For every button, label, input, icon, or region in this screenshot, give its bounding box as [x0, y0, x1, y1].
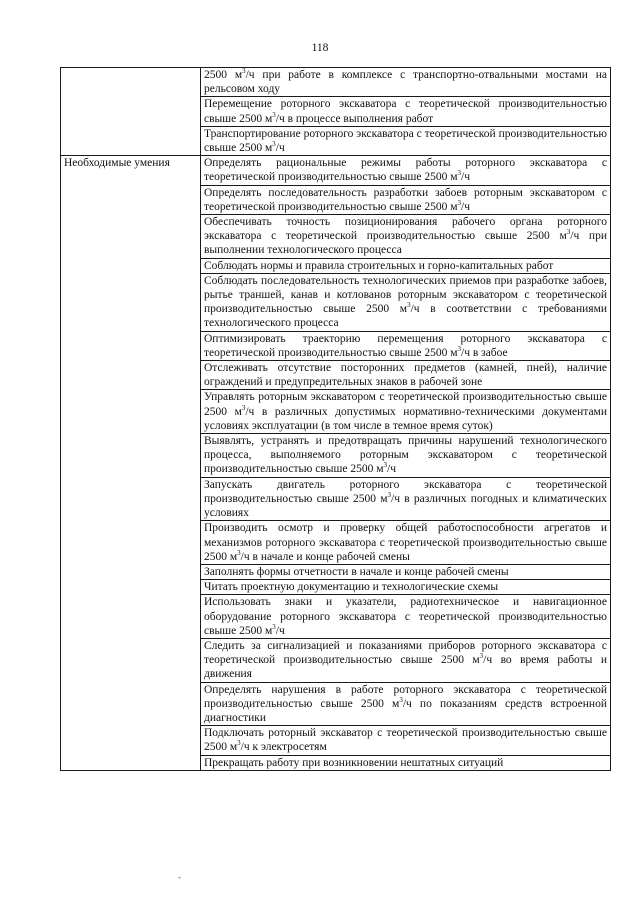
table-row	[61, 68, 611, 97]
item-text: Выявлять, устранять и предотвращать причины нарушений технологического процесса, выполняемого роторным экскаватором с теоретической производительностью свыше 2500 м	[204, 435, 607, 476]
requirement-item	[201, 477, 611, 521]
page-number: 118	[311, 42, 329, 54]
requirement-item	[201, 638, 611, 682]
cubic-superscript: 3	[479, 652, 484, 661]
item-text: Подключать роторный экскаватор с теоретической производительностью свыше 2500 м	[204, 727, 607, 754]
item-text-tail: /ч к электросетям	[240, 741, 327, 754]
item-text: Читать проектную документацию и технологические схемы	[204, 581, 499, 594]
requirement-item	[201, 682, 611, 726]
item-text: Соблюдать нормы и правила строительных и горно-капитальных работ	[204, 259, 554, 272]
requirement-item	[201, 215, 611, 259]
item-text-tail: /ч в начале и конце рабочей смены	[240, 550, 410, 563]
item-text: Оптимизировать траекторию перемещения роторного экскаватора с теоретической производительностью свыше 2500 м	[204, 332, 607, 359]
item-text: Перемещение роторного экскаватора с теоретической производительностью свыше 2500 м	[204, 98, 607, 125]
requirement-item	[201, 126, 611, 155]
item-text: Определять последовательность разработки забоев роторным экскаватором с теоретической производительностью свыше 2500 м	[204, 186, 607, 213]
cubic-superscript: 3	[237, 739, 241, 748]
requirement-item	[201, 595, 611, 639]
competency-table	[60, 67, 611, 771]
cubic-superscript: 3	[237, 548, 241, 557]
requirement-item	[201, 361, 611, 390]
item-text: Заполнять формы отчетности в начале и конце рабочей смены	[204, 565, 509, 578]
item-text: Отслеживать отсутствие посторонних предметов (камней, пней), наличие ограждений и предупредительных знаков в рабочей зоне	[204, 362, 607, 389]
item-text-tail: /ч в соответствии с требованиями технологического процесса	[204, 303, 607, 330]
requirement-item	[201, 68, 611, 97]
item-text: Транспортирование роторного экскаватора с теоретической производительностью свыше 2500 м	[204, 127, 607, 155]
item-text-tail: /ч	[275, 624, 285, 637]
cubic-superscript: 3	[242, 67, 246, 75]
requirement-item	[201, 273, 611, 331]
item-text: Определять нарушения в работе роторного экскаватора с теоретической производительностью свыше 2500 м	[204, 683, 607, 710]
cubic-superscript: 3	[272, 110, 276, 119]
item-text: Обеспечивать точность позиционирования рабочего органа роторного экскаватора с теоретической производительностью свыше 2500 м	[204, 216, 607, 243]
item-text-tail: /ч в забое	[461, 346, 508, 359]
item-text: Следить за сигнализацией и показаниями приборов роторного экскаватора с теоретической производительностью свыше 2500 м	[204, 639, 607, 667]
item-text-tail: /ч	[387, 463, 397, 476]
cubic-superscript: 3	[272, 622, 276, 631]
requirement-item	[201, 755, 611, 770]
item-text-tail: /ч во время работы и движения	[204, 654, 607, 681]
item-text: Определять рациональные режимы работы роторного экскаватора с теоретической производительностью свыше 2500 м	[204, 157, 607, 184]
table-row	[61, 156, 611, 185]
footer-mark: -	[178, 872, 181, 882]
requirement-item	[201, 258, 611, 273]
item-text-tail: /ч	[461, 171, 470, 184]
item-text: 2500 м	[204, 69, 243, 81]
cubic-superscript: 3	[383, 461, 388, 470]
item-text-tail: /ч при работе в комплексе с транспортно-отвальными мостами на рельсовом ходу	[204, 69, 607, 96]
item-text-tail: /ч	[275, 142, 285, 155]
requirement-item	[201, 97, 611, 126]
cubic-superscript: 3	[457, 344, 461, 353]
cubic-superscript: 3	[457, 198, 461, 207]
item-text-tail: /ч при выполнении технологического процесса	[204, 230, 607, 257]
section-label-empty	[61, 68, 201, 156]
cubic-superscript: 3	[387, 490, 392, 499]
requirement-item	[201, 521, 611, 565]
section-label: Необходимые умения	[61, 156, 201, 771]
cubic-superscript: 3	[457, 169, 461, 178]
item-text-tail: /ч в различных погодных и климатических условиях	[204, 492, 607, 520]
cubic-superscript: 3	[399, 695, 403, 704]
item-text-tail: /ч по показаниям средств встроенной диагностики	[204, 697, 607, 724]
requirement-item	[201, 390, 611, 434]
requirement-item	[201, 156, 611, 185]
requirement-item	[201, 726, 611, 755]
requirement-item	[201, 434, 611, 478]
item-text: Прекращать работу при возникновении нештатных ситуаций	[204, 756, 504, 769]
cubic-superscript: 3	[241, 403, 246, 412]
requirement-item	[201, 580, 611, 595]
item-text: Производить осмотр и проверку общей работоспособности агрегатов и механизмов роторного экскаватора с теоретической производительностью свыше 2500 м	[204, 522, 607, 563]
item-text-tail: /ч в процессе выполнения работ	[275, 112, 434, 125]
cubic-superscript: 3	[566, 228, 571, 237]
item-text-tail: /ч в различных допустимых нормативно-техническими документами условиях эксплуатации (в том числе в темное время суток)	[204, 405, 607, 432]
requirement-item	[201, 331, 611, 360]
item-text: Запускать двигатель роторного экскаватора с теоретической производительностью свыше 2500 м	[204, 478, 607, 505]
item-text: Управлять роторным экскаватором с теоретической производительностью свыше 2500 м	[204, 391, 607, 418]
item-text: Соблюдать последовательность технологических приемов при разработке забоев, рытье траншей, канав и котлованов роторным экскаватором с теоретической производительностью свыше 2500 м	[204, 274, 607, 316]
cubic-superscript: 3	[272, 140, 276, 149]
requirement-item	[201, 564, 611, 579]
item-text: Использовать знаки и указатели, радиотехническое и навигационное оборудование роторного экскаватора с теоретической производительностью свыше 2500 м	[204, 596, 607, 637]
requirement-item	[201, 185, 611, 214]
item-text-tail: /ч	[461, 200, 470, 213]
cubic-superscript: 3	[407, 301, 411, 310]
